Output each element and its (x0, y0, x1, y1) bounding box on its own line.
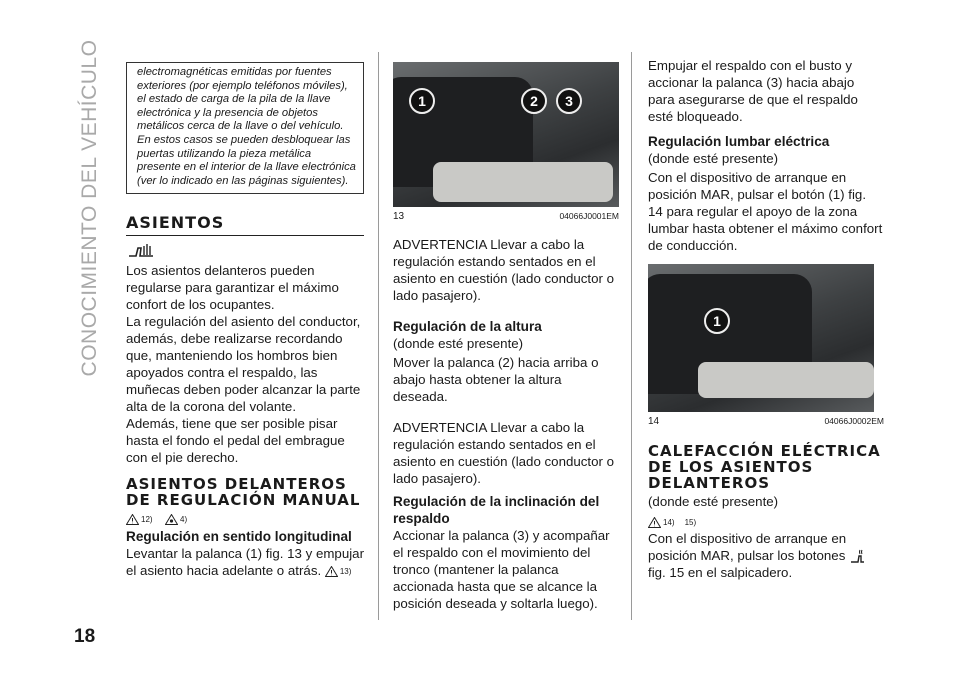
column-3 (648, 57, 884, 581)
warning-triangle-icon (325, 566, 338, 577)
warning-refs (126, 510, 364, 524)
side-title-text: CONOCIMIENTO DEL VEHÍCULO (78, 39, 101, 377)
page-number: 18 (74, 626, 96, 647)
column-divider (631, 52, 632, 620)
heated-seat-icon (849, 548, 865, 564)
column-1 (126, 62, 364, 580)
paragraph: Con el dispositivo de arranque en posición MAR, pulsar el botón (1) fig. 14 para regular el apoyo de la zona lumbar hasta obtener el máximo confort de conducción. (648, 170, 883, 253)
advertencia-paragraph: ADVERTENCIA Llevar a cabo la regulación estando sentados en el asiento en cuestión (lado conductor o lado pasajero). (393, 420, 615, 486)
callout-1: 1 (409, 88, 435, 114)
warning-triangle-icon (648, 517, 661, 528)
paragraph: Además, tiene que ser posible pisar hasta el fondo el pedal del embrague con el pie derecho. (126, 416, 345, 466)
ref-label: 15) (684, 518, 697, 528)
caution-icon (165, 514, 178, 525)
column-2 (393, 62, 619, 612)
paragraph: Accionar la palanca (3) y acompañar el respaldo con el movimiento del tronco (mantener la palanca accionada hasta que se alcance la posición deseada y soltarla luego). (393, 528, 610, 611)
note-text: electromagnéticas emitidas por fuentes exteriores (por ejemplo teléfonos móviles), el estado de carga de la pila de la llave electrónica y la presencia de objetos metálicos cerca de la llave o del vehículo. En estos casos se pueden desbloquear las puertas utilizando la pieza metálica presente en el interior de la llave electrónica (ver lo indicado en las páginas siguientes). (137, 66, 356, 187)
warning-triangle-icon (126, 514, 139, 525)
seat-base (698, 362, 874, 398)
section-heading: ASIENTOS (126, 213, 225, 233)
paragraph: Con el dispositivo de arranque en posición MAR, pulsar los botones (648, 531, 847, 563)
ref-label: 12) (141, 514, 153, 524)
paragraph: Los asientos delanteros pueden regularse para garantizar el máximo confort de los ocupantes. (126, 263, 339, 313)
ref-label: 14) (663, 518, 675, 528)
seat-adjust-icon (126, 242, 364, 260)
paragraph: fig. 15 en el salpicadero. (648, 565, 793, 581)
paragraph: (donde esté presente) (648, 494, 779, 509)
section-heading: CALEFACCIÓN ELÉCTRICA DE LOS ASIENTOS DELANTEROS (648, 442, 881, 492)
subheading: Regulación de la altura (393, 319, 542, 334)
figure-code: 04066J0002EM (824, 416, 884, 426)
paragraph: (donde esté presente) (393, 336, 524, 351)
section-heading: ASIENTOS DELANTEROS DE REGULACIÓN MANUAL (126, 475, 361, 510)
paragraph: La regulación del asiento del conductor, además, debe realizarse recordando que, manteniendo los hombros bien apoyados contra el respaldo, las muñecas deben poder alcanzar la parte alta de la corona del volante. (126, 314, 361, 415)
callout-1: 1 (704, 308, 730, 334)
figure-number: 14 (648, 416, 660, 427)
figure-code: 04066J0001EM (559, 211, 619, 221)
figure-13-seat-photo (393, 62, 619, 207)
figure-14-seat-photo (648, 264, 874, 412)
figure-caption (393, 211, 619, 222)
subheading: Regulación en sentido longitudinal (126, 529, 352, 545)
paragraph: Mover la palanca (2) hacia arriba o abajo hasta obtener la altura deseada. (393, 355, 599, 404)
callout-2: 2 (521, 88, 547, 114)
paragraph: (donde esté presente) (648, 151, 779, 166)
ref-label: 13) (339, 567, 352, 577)
advertencia-paragraph: ADVERTENCIA Llevar a cabo la regulación estando sentados en el asiento en cuestión (lado conductor o lado pasajero). (393, 237, 615, 303)
heading-rule (126, 235, 364, 236)
seat-base (433, 162, 613, 202)
figure-caption (648, 416, 884, 427)
paragraph: Levantar la palanca (1) fig. 13 y empujar el asiento hacia adelante o atrás. (126, 546, 365, 579)
paragraph: Empujar el respaldo con el busto y accionar la palanca (3) hacia abajo para asegurarse de que el respaldo esté bloqueado. (648, 58, 858, 124)
subheading: Regulación lumbar eléctrica (648, 134, 830, 149)
warning-refs (648, 514, 884, 528)
subheading: Regulación de la inclinación del respaldo (393, 494, 600, 526)
callout-3: 3 (556, 88, 582, 114)
column-divider (378, 52, 379, 620)
figure-number: 13 (393, 211, 405, 222)
note-box (126, 62, 364, 194)
seat-icon (126, 242, 156, 260)
ref-label: 4) (180, 514, 188, 524)
side-section-title (72, 28, 108, 388)
